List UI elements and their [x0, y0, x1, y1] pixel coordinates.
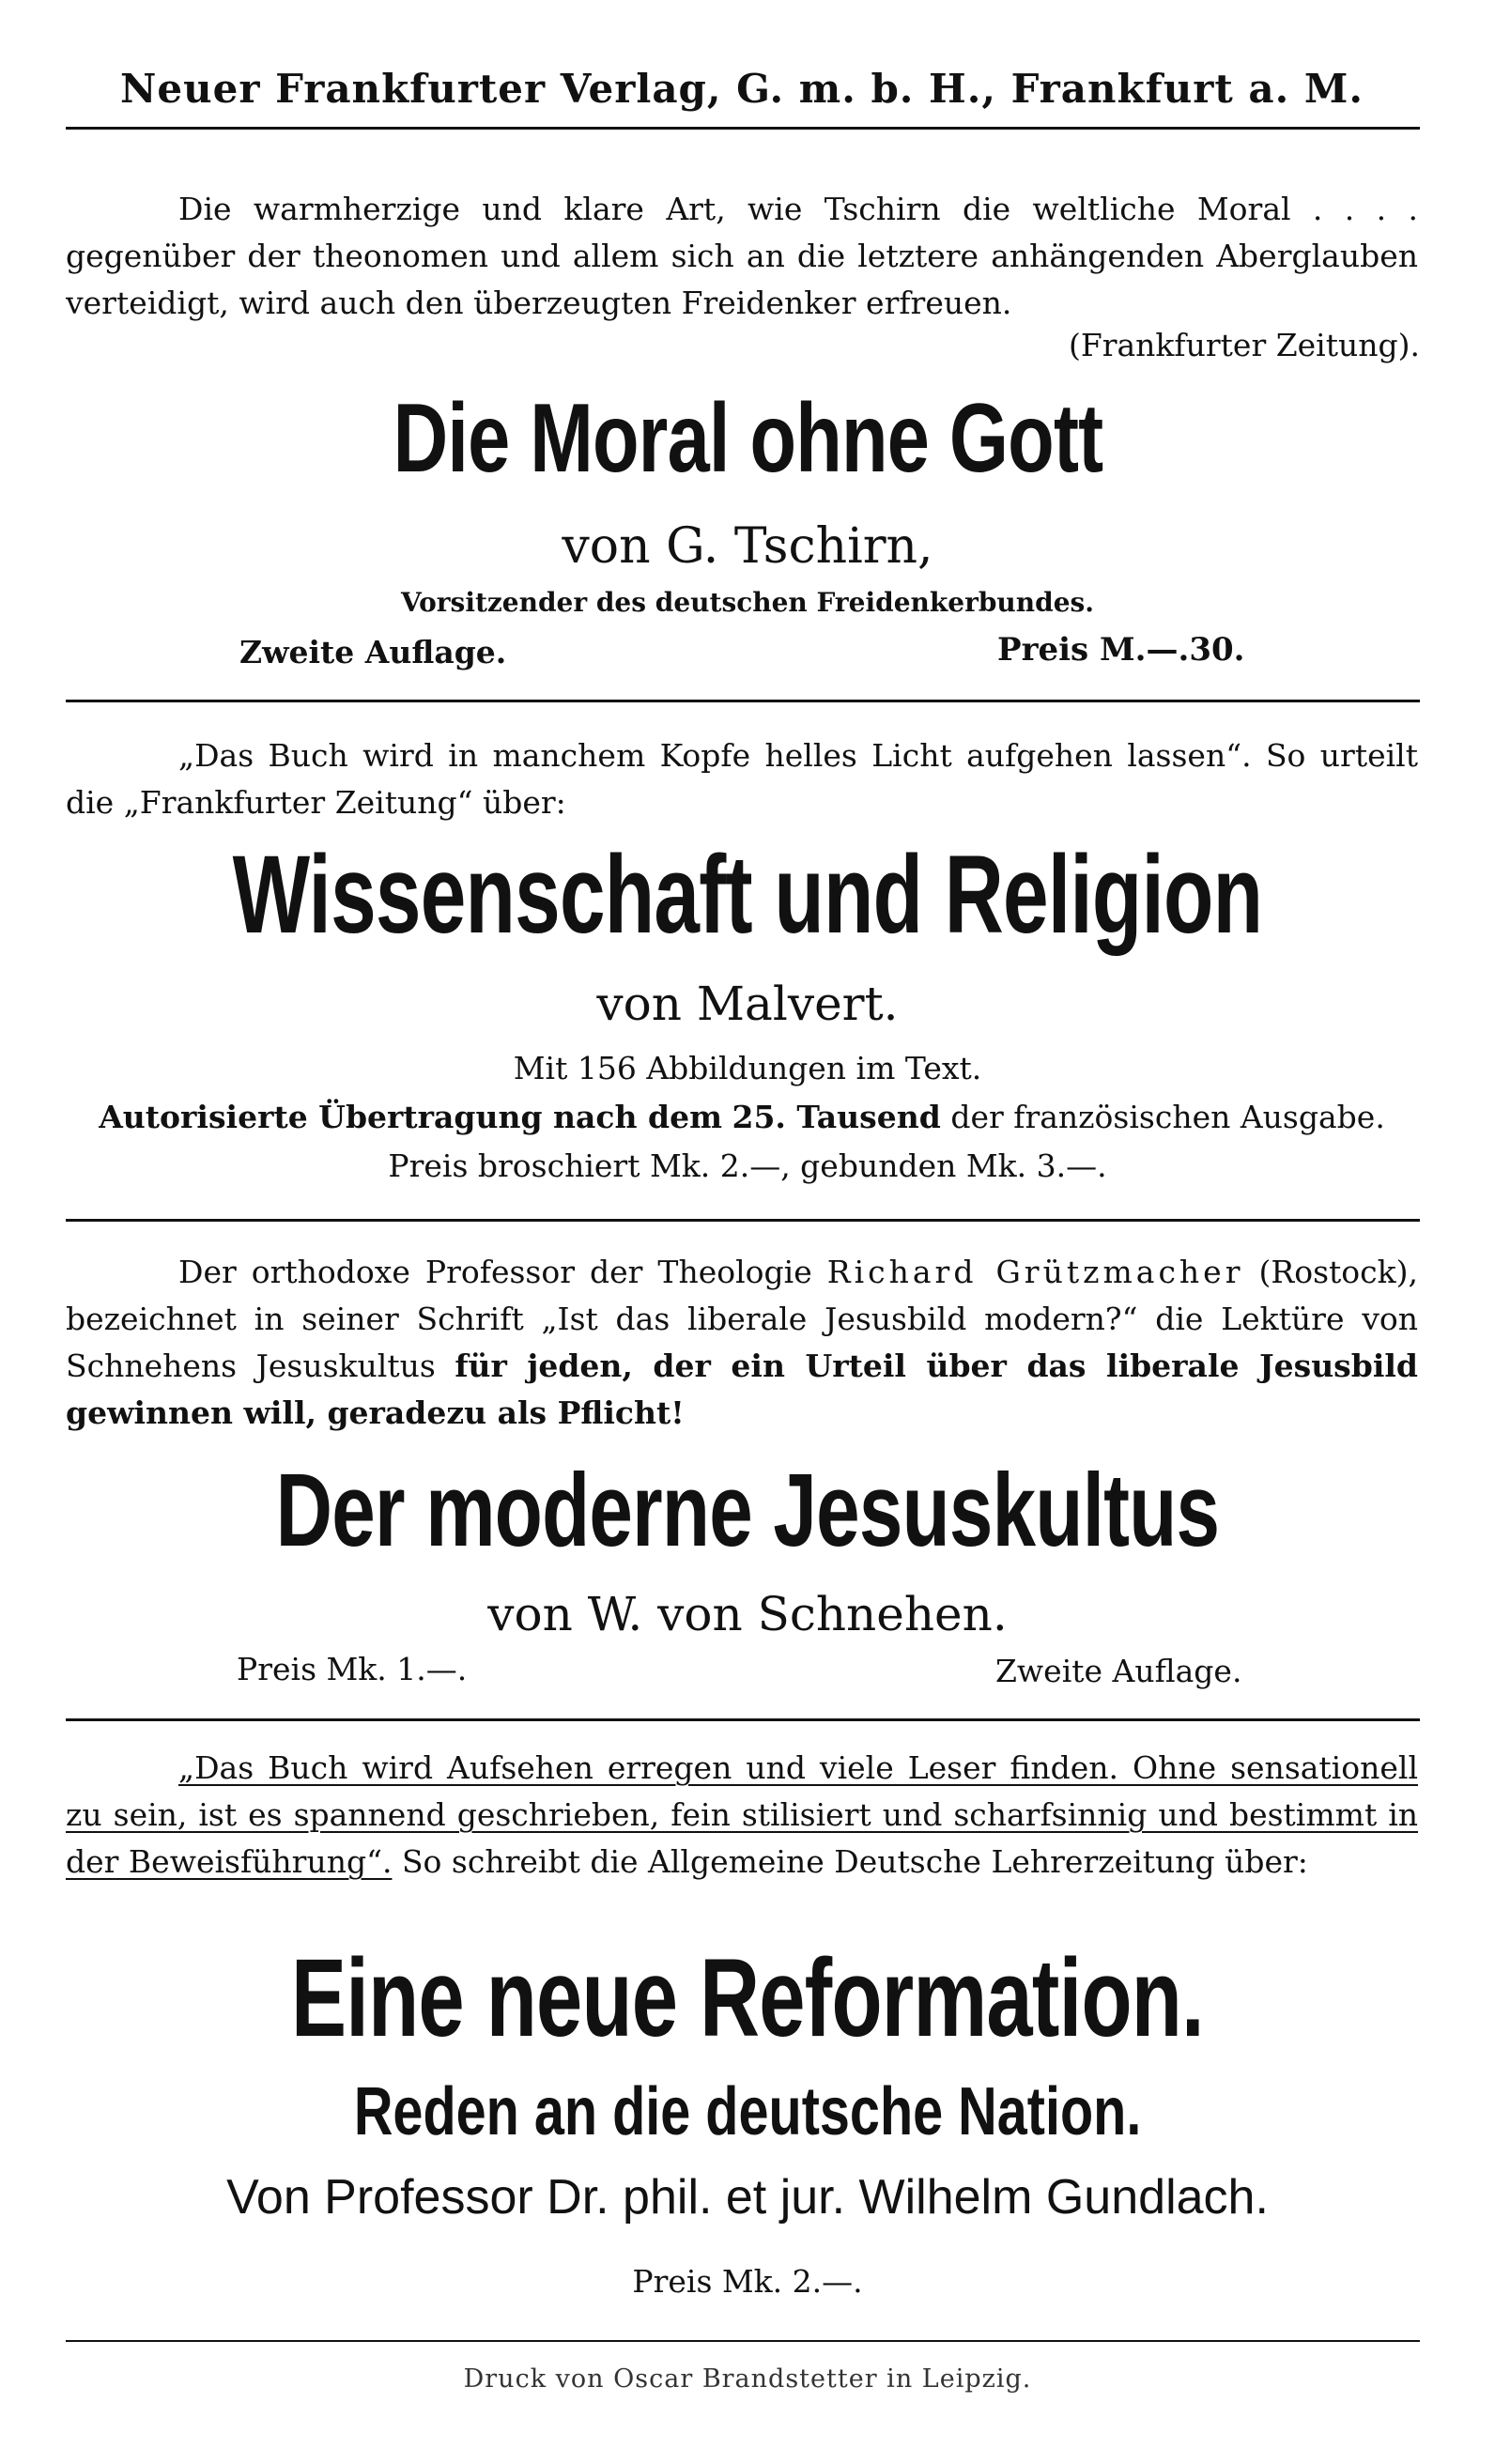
- ad4-author: [66, 2169, 1429, 2225]
- ad4-quote: [66, 1745, 1418, 1886]
- ad3-title: Der moderne Jesuskultus: [275, 1453, 1220, 1568]
- ad3-title-wrap: [0, 1451, 1495, 1570]
- ad4-author-text: Von Professor Dr. phil. et jur. Wilhelm Gundlach.: [226, 2170, 1269, 2225]
- ad3-author: von W. von Schnehen.: [487, 1587, 1008, 1641]
- ad1-source: (Frankfurter Zeitung).: [1068, 327, 1420, 363]
- ad4-quote-underlined: „Das Buch wird Aufsehen erregen und viele Leser finden. Ohne sensationell zu sein, ist es spannend geschrieben, fein stilisiert und scharfsinnig und bestimmt in der Beweisführung“.: [66, 1749, 1418, 1880]
- publisher-header: Neuer Frankfurter Verlag, G. m. b. H., Frankfurt a. M.: [120, 66, 1364, 112]
- ad3-quote-name: Richard Grützmacher: [826, 1254, 1244, 1290]
- ad2-quote: [66, 732, 1418, 826]
- ad1-author: von G. Tschirn,: [562, 518, 933, 575]
- ad2-line2-b: 25. Tausend: [732, 1099, 941, 1135]
- ad3-price: Preis Mk. 1.—.: [237, 1651, 468, 1687]
- ad4-quote-rest: So schreibt die Allgemeine Deutsche Lehrerzeitung über:: [401, 1843, 1308, 1880]
- ad2-title-wrap: [0, 831, 1495, 959]
- ad2-quote-text: „Das Buch wird in manchem Kopfe helles Licht aufgehen lassen“. So urteilt die „Frankfurter Zeitung“ über:: [66, 737, 1418, 821]
- ad1-title: Die Moral ohne Gott: [393, 384, 1102, 493]
- ad3-quote-a: Der orthodoxe Professor der Theologie: [178, 1254, 812, 1290]
- ad3-edition: Zweite Auflage.: [995, 1653, 1242, 1689]
- ad2-rule: [66, 1219, 1420, 1222]
- ad3-quote: [66, 1249, 1418, 1437]
- ad4-subtitle-wrap: [0, 2073, 1495, 2150]
- ad2-line2: [66, 1099, 1418, 1135]
- ad1-quote: [66, 186, 1418, 327]
- ad4-price: Preis Mk. 2.—.: [632, 2263, 863, 2300]
- ad1-rule: [66, 700, 1420, 702]
- ad4-title-wrap: [0, 1934, 1495, 2062]
- ad2-line2-a: Autorisierte Übertragung nach dem: [99, 1099, 722, 1135]
- printer-imprint: Druck von Oscar Brandstetter in Leipzig.: [463, 2364, 1032, 2394]
- ad2-price: Preis broschiert Mk. 2.—, gebunden Mk. 3.—.: [388, 1147, 1107, 1184]
- ad4-subtitle: Reden an die deutsche Nation.: [353, 2074, 1142, 2149]
- ad3-quote-b: (Rostock), bezeichnet in seiner Schrift „Ist das liberale Jesusbild modern?“ die Lektüre von Schnehens Jesuskultus: [66, 1254, 1418, 1384]
- ad1-edition: Zweite Auflage.: [239, 634, 507, 670]
- ad1-price: Preis M.—.30.: [997, 631, 1245, 669]
- ad3-rule: [66, 1718, 1420, 1721]
- ad1-title-wrap: [0, 383, 1495, 495]
- ad1-author-role: Vorsitzender des deutschen Freidenkerbundes.: [400, 587, 1095, 618]
- ad2-line2-c: der französischen Ausgabe.: [950, 1099, 1385, 1135]
- ad2-author: von Malvert.: [596, 977, 899, 1031]
- ad4-title: Eine neue Reformation.: [291, 1936, 1204, 2060]
- header-rule: [66, 127, 1420, 130]
- ad1-quote-text: Die warmherzige und klare Art, wie Tschirn die weltliche Moral . . . . gegenüber der theonomen und allem sich an die letztere anhängenden Aberglauben verteidigt, wird auch den überzeugten Freidenker erfreuen.: [66, 191, 1418, 321]
- ad2-title: Wissenschaft und Religion: [232, 833, 1263, 957]
- ad3-quote-bold: für jeden, der ein Urteil über das liberale Jesusbild gewinnen will, geradezu als Pflicht!: [66, 1348, 1418, 1431]
- ad2-line1: Mit 156 Abbildungen im Text.: [513, 1050, 982, 1086]
- footer-rule: [66, 2340, 1420, 2342]
